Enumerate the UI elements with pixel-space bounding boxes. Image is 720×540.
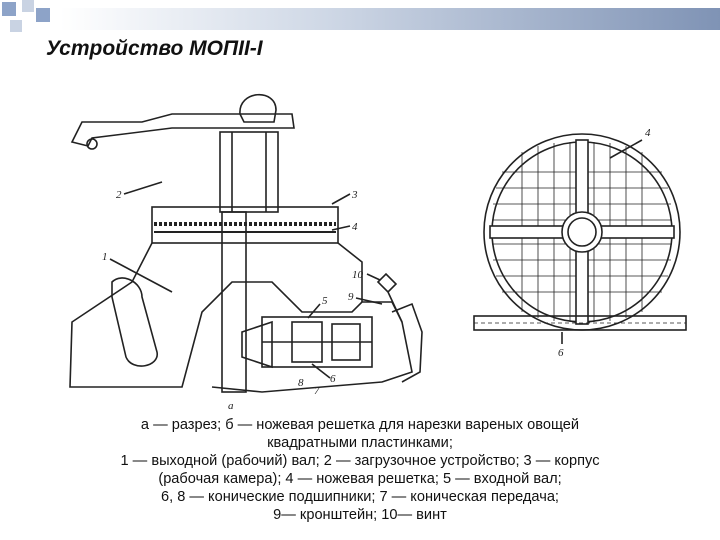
slide-title: Устройство МОПII-I bbox=[46, 37, 263, 60]
knife-grid-front-view bbox=[474, 134, 686, 344]
output-shaft bbox=[222, 212, 246, 392]
label-5: 5 bbox=[322, 295, 328, 307]
caption-line: квадратными пластинками; bbox=[267, 435, 453, 451]
section-view-a bbox=[70, 95, 422, 392]
caption-line: 9— кронштейн; 10— винт bbox=[273, 507, 447, 523]
label-4-right: 4 bbox=[645, 127, 651, 139]
header-gradient-band bbox=[60, 8, 720, 30]
screw bbox=[378, 274, 402, 322]
corner-squares-decoration bbox=[0, 0, 60, 40]
label-9: 9 bbox=[348, 291, 354, 303]
figure-caption bbox=[20, 416, 700, 524]
label-6-right: 6 bbox=[558, 347, 564, 359]
label-a: а bbox=[228, 400, 234, 412]
pusher-column bbox=[220, 132, 278, 212]
technical-drawing bbox=[62, 82, 692, 412]
label-3: 3 bbox=[352, 189, 358, 201]
label-6-left: 6 bbox=[330, 373, 336, 385]
label-2: 2 bbox=[116, 189, 122, 201]
label-1: 1 bbox=[102, 251, 108, 263]
label-4-left: 4 bbox=[352, 221, 358, 233]
knob bbox=[240, 95, 276, 122]
caption-line: 1 — выходной (рабочий) вал; 2 — загрузочное устройство; 3 — корпус bbox=[120, 453, 600, 469]
label-10: 10 bbox=[352, 269, 363, 281]
loading-device-lever bbox=[72, 114, 294, 146]
caption-line: а — разрез; б — ножевая решетка для нарезки вареных овощей bbox=[140, 417, 580, 433]
label-8: 8 bbox=[298, 377, 304, 389]
caption-line: (рабочая камера); 4 — ножевая решетка; 5 — входной вал; bbox=[158, 471, 562, 487]
caption-line: 6, 8 — конические подшипники; 7 — коническая передача; bbox=[161, 489, 559, 505]
label-7: 7 bbox=[314, 385, 320, 397]
